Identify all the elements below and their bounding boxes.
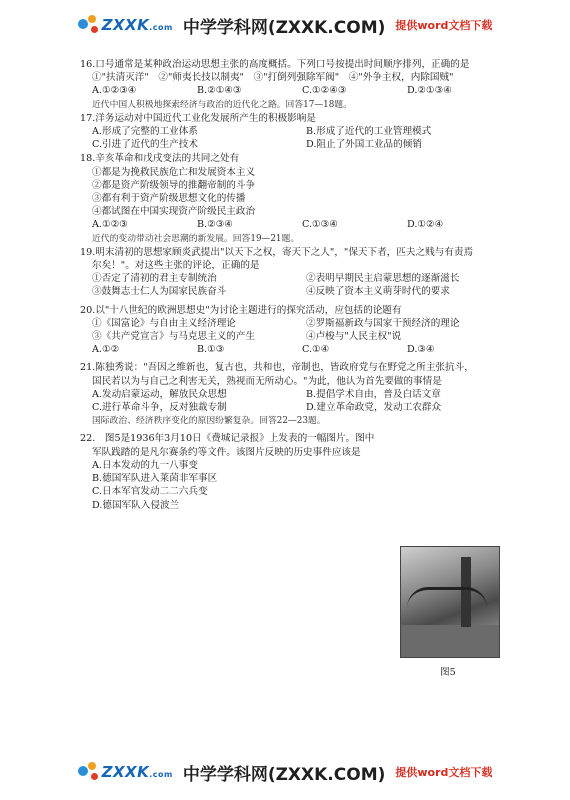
question-17 bbox=[80, 112, 520, 152]
options bbox=[80, 218, 520, 231]
question-line: 尔矣！"。对这些主张的评论，正确的是 bbox=[92, 260, 260, 272]
option-b[interactable]: B.提倡学术自由，普及白话文章 bbox=[306, 388, 441, 400]
option-a[interactable]: A.①②③④ bbox=[92, 85, 137, 97]
options bbox=[80, 125, 520, 138]
statement: ④都试图在中国实现资产阶级民主政治 bbox=[92, 206, 256, 218]
statement: ③鼓舞志士仁人为国家民族奋斗 bbox=[92, 286, 227, 298]
statements bbox=[80, 272, 520, 285]
question-line: ①"扶清灭洋" ②"师夷长技以制夷" ③"打倒列强除军阀" ④"外争主权，内除国贼" bbox=[92, 72, 454, 84]
option-b[interactable]: B.德国军队进入莱茵非军事区 bbox=[92, 473, 218, 485]
logo-text: ZXXK.com bbox=[101, 763, 173, 781]
question-19 bbox=[80, 246, 520, 299]
options bbox=[80, 343, 520, 356]
statement: ③《共产党宣言》与马克思主义的产生 bbox=[92, 331, 256, 343]
footer-banner bbox=[0, 757, 570, 787]
option-c[interactable]: C.日本军官发动二二六兵变 bbox=[92, 486, 208, 498]
question-line: 22. 图5是1936年3月10日《费城记录报》上发表的一幅图片。图中 bbox=[80, 433, 375, 445]
site-logo[interactable] bbox=[78, 15, 173, 35]
question-18 bbox=[80, 152, 520, 231]
download-link[interactable]: 提供word文档下载 bbox=[395, 19, 493, 32]
section-note: 近代中国人积极地探索经济与政治的近代化之路。回答17—18题。 bbox=[92, 99, 352, 110]
option-b[interactable]: B.②①④③ bbox=[197, 85, 242, 97]
section-note: 国际政治、经济秩序变化的原因纷繁复杂。回答22—23题。 bbox=[92, 416, 326, 427]
options bbox=[80, 401, 520, 414]
option-a[interactable]: A.①②③ bbox=[92, 219, 128, 231]
question-line: 军队践踏的是凡尔赛条约等文件。该图片反映的历史事件应该是 bbox=[92, 446, 361, 458]
question-line: 国民若以为与自己之利害无关，熟视而无所动心。"为此，他认为首先要做的事情是 bbox=[92, 375, 442, 387]
question-stem: 18.辛亥革命和戊戌变法的共同之处有 bbox=[80, 153, 240, 165]
statement: ④卢梭与"人民主权"说 bbox=[306, 331, 402, 343]
figure-bridge bbox=[407, 587, 487, 608]
option-b[interactable]: B.①③ bbox=[197, 344, 225, 356]
option-d[interactable]: D.③④ bbox=[407, 344, 435, 356]
header-banner bbox=[0, 10, 570, 40]
statement: ①《国富论》与自由主义经济理论 bbox=[92, 317, 236, 329]
question-20 bbox=[80, 304, 520, 357]
option-a[interactable]: A.发动启蒙运动，解放民众思想 bbox=[92, 388, 227, 400]
option-a[interactable]: A.①② bbox=[92, 344, 120, 356]
site-logo[interactable] bbox=[78, 762, 173, 782]
statement: ②都是资产阶级领导的推翻帝制的斗争 bbox=[92, 179, 256, 191]
cartoon-image bbox=[400, 546, 500, 658]
question-line: 21.陈独秀说："吾因之维新也，复古也，共和也，帝制也，皆政府党与在野党之所主张抗斗， bbox=[80, 362, 474, 374]
options bbox=[80, 84, 520, 97]
option-d[interactable]: D.德国军队入侵波兰 bbox=[92, 499, 180, 511]
option-c[interactable]: C.进行革命斗争，反对独裁专制 bbox=[92, 402, 227, 414]
option-b[interactable]: B.②③④ bbox=[197, 219, 233, 231]
option-a[interactable]: A.形成了完整的工业体系 bbox=[92, 126, 198, 138]
option-c[interactable]: C.①④ bbox=[302, 344, 330, 356]
statements bbox=[80, 317, 520, 330]
statements bbox=[80, 330, 520, 343]
options bbox=[80, 138, 520, 151]
question-line: 16.口号通常是某种政治运动思想主张的高度概括。下列口号按提出时间顺序排列，正确的是 bbox=[80, 59, 470, 70]
site-name[interactable]: 中学学科网(ZXXK.COM) bbox=[182, 764, 386, 785]
option-c[interactable]: C.引进了近代的生产技术 bbox=[92, 139, 198, 151]
figure-caption: 图5 bbox=[440, 667, 456, 678]
option-d[interactable]: D.阻止了外国工业品的倾销 bbox=[306, 139, 422, 151]
question-21 bbox=[80, 361, 520, 414]
statement: ①都是为挽救民族危亡和发展资本主义 bbox=[92, 166, 256, 178]
logo-icon bbox=[78, 15, 100, 35]
question-stem: 17.洋务运动对中国近代工业化发展所产生的积极影响是 bbox=[80, 112, 316, 124]
statement: ④反映了资本主义萌芽时代的要求 bbox=[306, 286, 450, 298]
download-link[interactable]: 提供word文档下载 bbox=[395, 766, 493, 779]
question-stem: 20.以"十八世纪的欧洲思想史"为讨论主题进行的探究活动，应包括的论题有 bbox=[80, 304, 402, 316]
option-d[interactable]: D.建立革命政党，发动工农群众 bbox=[306, 402, 442, 414]
option-d[interactable]: D.②①③④ bbox=[407, 85, 452, 97]
option-c[interactable]: C.①②④③ bbox=[302, 85, 347, 97]
statement: ②罗斯福新政与国家干预经济的理论 bbox=[306, 317, 460, 329]
statement: ③都有利于资产阶级思想文化的传播 bbox=[92, 193, 246, 205]
statement: ①否定了清初的君主专制统治 bbox=[92, 273, 217, 285]
exam-content bbox=[80, 58, 520, 513]
question-line: 19.明末清初的思想家顾炎武提出"以天下之权，寄天下之人"，"保天下者，匹夫之贱与有责焉 bbox=[80, 246, 474, 258]
option-c[interactable]: C.①③④ bbox=[302, 219, 338, 231]
site-name[interactable]: 中学学科网(ZXXK.COM) bbox=[182, 17, 386, 38]
statements bbox=[80, 285, 520, 298]
options bbox=[80, 388, 520, 401]
logo-text: ZXXK.com bbox=[101, 16, 173, 34]
section-note: 近代的变动带动社会思潮的新发展。回答19—21题。 bbox=[92, 233, 300, 244]
option-b[interactable]: B.形成了近代的工业管理模式 bbox=[306, 126, 432, 138]
logo-icon bbox=[78, 762, 100, 782]
option-a[interactable]: A.日本发动的九一八事变 bbox=[92, 459, 198, 471]
statement: ②表明早期民主启蒙思想的逐渐滋长 bbox=[306, 273, 460, 285]
question-22 bbox=[80, 432, 520, 511]
option-d[interactable]: D.①②④ bbox=[407, 219, 444, 231]
question-16 bbox=[80, 58, 520, 98]
figure-water bbox=[401, 625, 499, 657]
